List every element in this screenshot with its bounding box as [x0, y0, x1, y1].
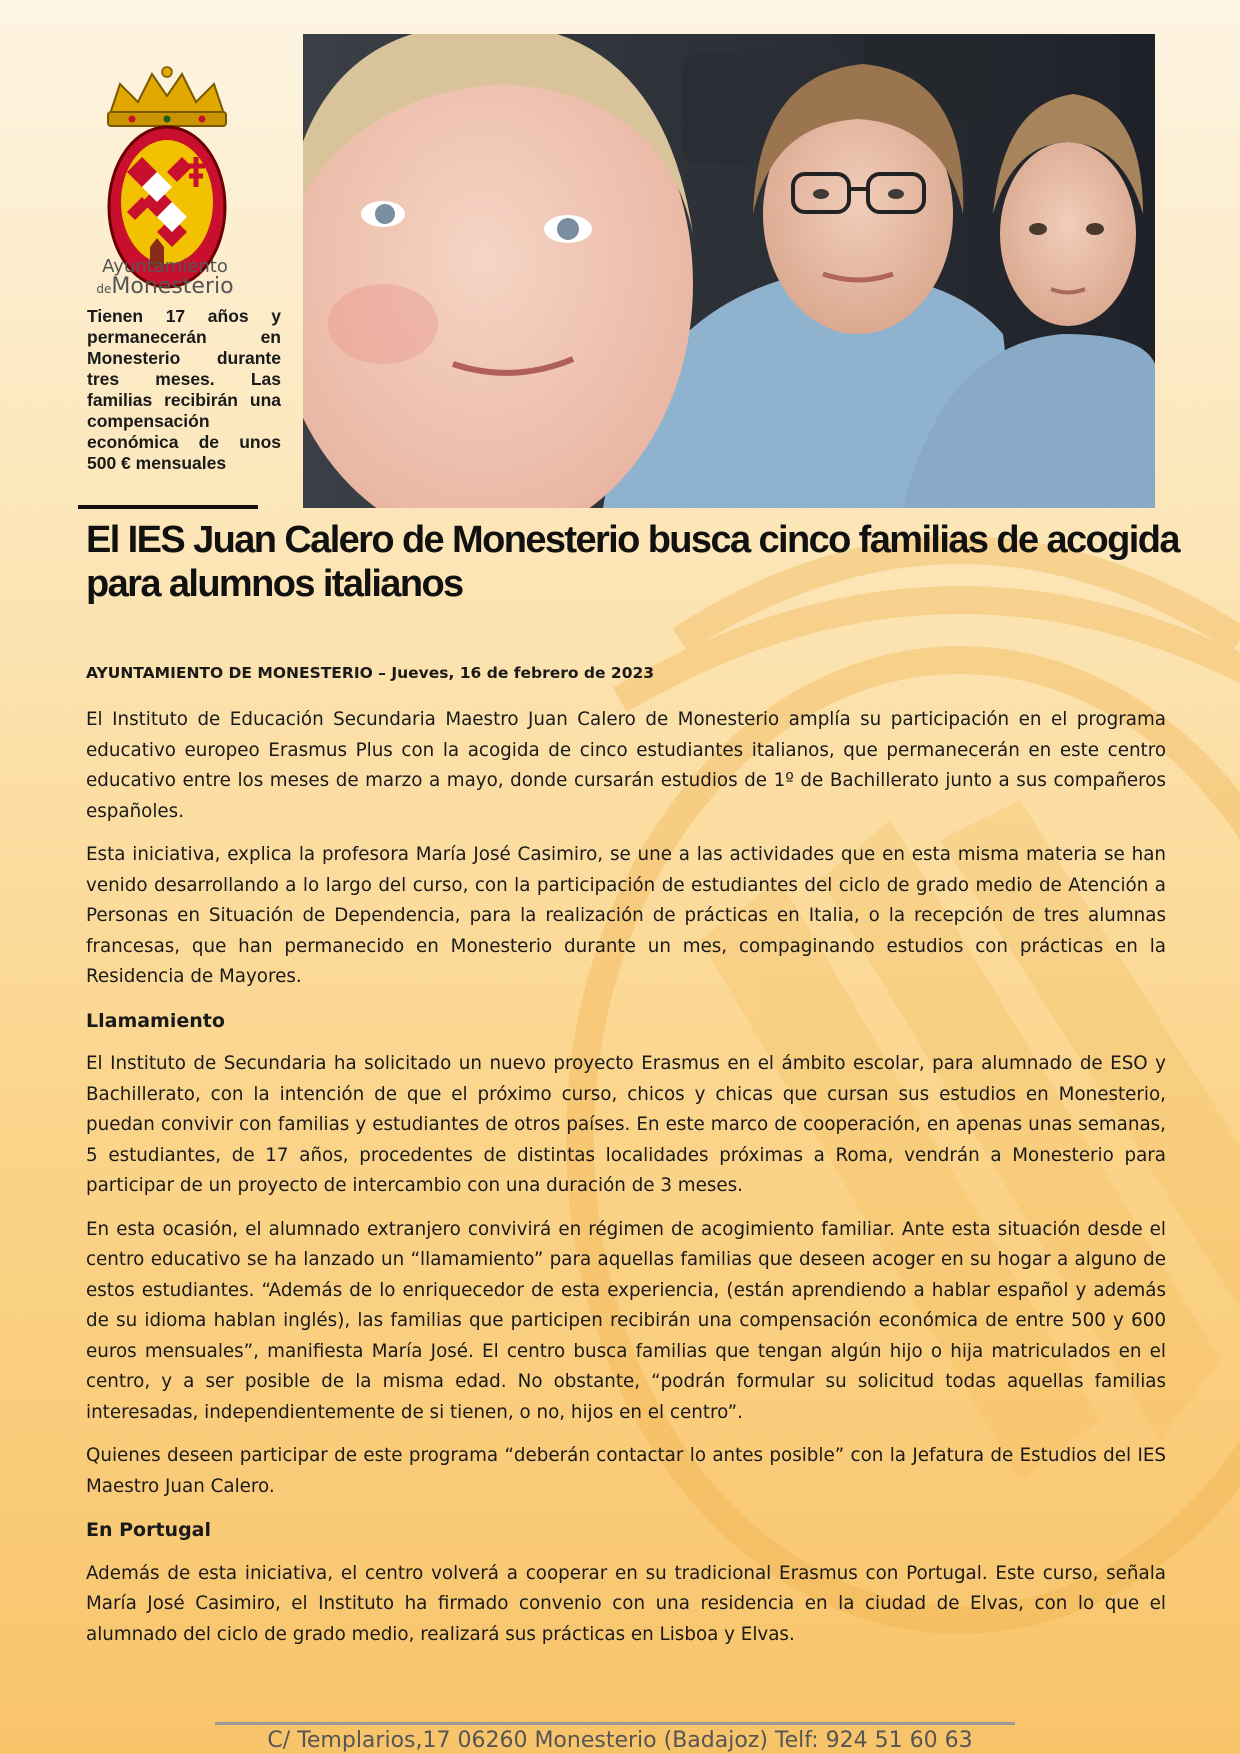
crown-icon	[108, 67, 226, 126]
article-paragraph-3: El Instituto de Secundaria ha solicitado un nuevo proyecto Erasmus en el ámbito escolar, para alumnado de ESO y Bachillerato, con la intención de que el próximo curso, chicos y chicas que cursan sus estudios en Monesterio, puedan convivir con familias y estudiantes de otros países. En este marco de cooperación, en apenas unas semanas, 5 estudiantes, de 17 años, procedentes de distintas localidades próximas a Roma, vendrán a Monesterio para participar de un proyecto de intercambio con una duración de 3 meses.	[86, 1053, 1166, 1196]
students-photo-illustration	[303, 34, 1155, 508]
footer-address: C/ Templarios,17 06260 Monesterio (Badajoz) Telf: 924 51 60 63	[267, 1728, 973, 1753]
article-headline: El IES Juan Calero de Monesterio busca cinco familias de acogida para alumnos italianos	[86, 519, 1179, 605]
section-heading-portugal: En Portugal	[86, 1519, 212, 1541]
article-lead: Tienen 17 años y permanecerán en Monesterio durante tres meses. Las familias recibirán una compensación económica de unos 500 € mensuales	[87, 306, 281, 473]
lead-divider	[78, 505, 258, 509]
logo-wordmark	[80, 258, 250, 298]
logo-line-2	[80, 276, 250, 298]
article-paragraph-2: Esta iniciativa, explica la profesora María José Casimiro, se une a las actividades que en esta misma materia se han venido desarrollando a lo largo del curso, con la participación de estudiantes del ciclo de grado medio de Atención a Personas en Situación de Dependencia, para la realización de prácticas en Italia, o la recepción de tres alumnas francesas, que han permanecido en Monesterio durante un mes, compaginando estudios con prácticas en la Residencia de Mayores.	[86, 844, 1166, 987]
article-paragraph-6: Además de esta iniciativa, el centro volverá a cooperar en su tradicional Erasmus con Portugal. Este curso, señala María José Casimiro, el Instituto ha firmado convenio con una residencia en la ciudad de Elvas, con lo que el alumnado del ciclo de grado medio, realizará sus prácticas en Lisboa y Elvas.	[86, 1562, 1166, 1645]
article-paragraph-4: En esta ocasión, el alumnado extranjero convivirá en régimen de acogimiento familiar. Ante esta situación desde el centro educativo se ha lanzado un “llamamiento” para aquellas familias que deseen acoger en su hogar a alguno de estos estudiantes. “Además de lo enriquecedor de esta experiencia, (están aprendiendo a hablar español y además de su idioma hablan inglés), las familias que participen recibirán una compensación económica de entre 500 y 600 euros mensuales”, manifiesta María José. El centro busca familias que tengan algún hijo o hija matriculados en el centro, y a ser posible de la misma edad. No obstante, “podrán formular su solicitud todas aquellas familias interesadas, independientemente de si tienen, o no, hijos en el centro”.	[86, 1218, 1166, 1423]
logo-line-2-prefix: de	[96, 282, 112, 296]
logo-line-1: Ayuntamiento	[102, 256, 228, 277]
article-byline: AYUNTAMIENTO DE MONESTERIO – Jueves, 16 de febrero de 2023	[86, 664, 655, 682]
article-body	[86, 705, 1166, 1663]
article-paragraph-5: Quienes deseen participar de este programa “deberán contactar lo antes posible” con la Jefatura de Estudios del IES Maestro Juan Calero.	[86, 1445, 1166, 1497]
footer-divider	[215, 1722, 1015, 1725]
section-heading-llamamiento: Llamamiento	[86, 1009, 225, 1032]
article-paragraph-1: El Instituto de Educación Secundaria Maestro Juan Calero de Monesterio amplía su participación en el programa educativo europeo Erasmus Plus con la acogida de cinco estudiantes italianos, que permanecerán en este centro educativo entre los meses de marzo a mayo, donde cursarán estudios de 1º de Bachillerato junto a sus compañeros españoles.	[86, 709, 1166, 822]
logo-line-2-main: Monesterio	[111, 274, 234, 299]
students-photo	[303, 34, 1155, 508]
